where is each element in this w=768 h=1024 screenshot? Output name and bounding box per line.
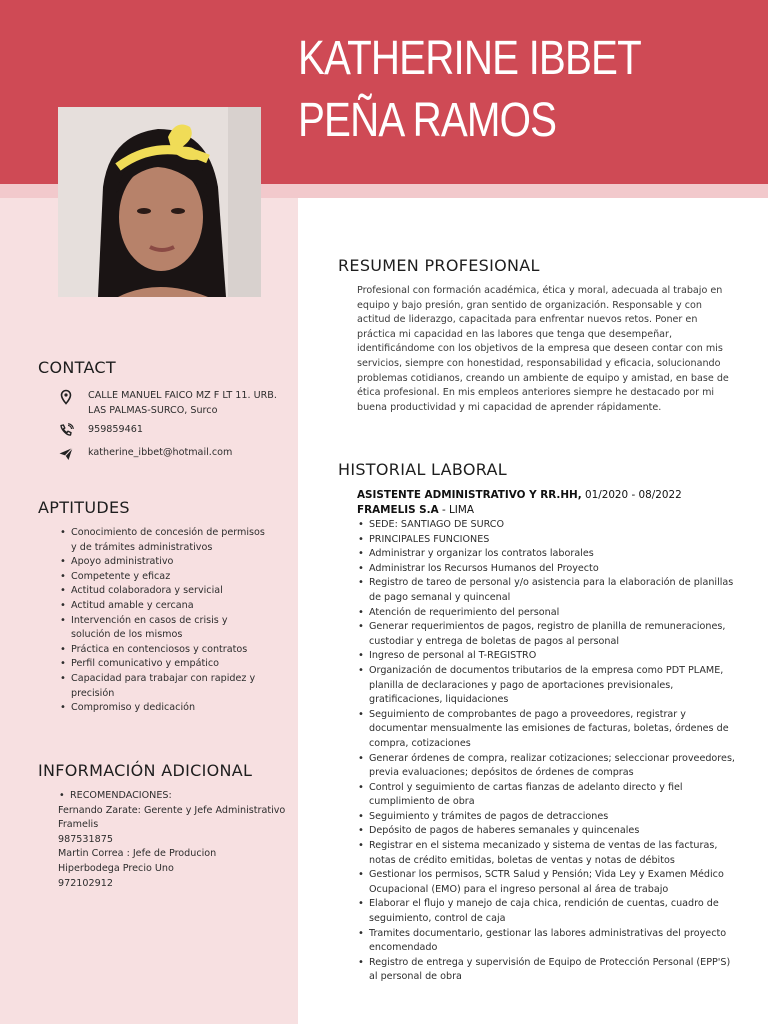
- send-icon: [58, 446, 74, 462]
- aptitudes-heading: APTITUDES: [38, 498, 130, 517]
- list-item: • Competente y eficaz: [59, 570, 269, 585]
- list-item: • Compromiso y dedicación: [59, 701, 269, 716]
- phone-icon: [58, 423, 74, 439]
- list-item: • Registro de entrega y supervisión de Equipo de Protección Personal (EPP'S) al personal de obra: [357, 956, 737, 985]
- info-line: 972102912: [58, 877, 113, 889]
- list-item: • Registrar en el sistema mecanizado y sistema de ventas de las facturas, notas de crédito emitidas, boletas de ventas y notas de débitos: [357, 839, 737, 868]
- list-item: • Generar órdenes de compra, realizar cotizaciones; seleccionar proveedores, previa evaluaciones; depósitos de órdenes de compras: [357, 752, 737, 781]
- list-item: • Administrar los Recursos Humanos del Proyecto: [357, 562, 737, 577]
- info-line: Framelis: [58, 819, 99, 831]
- contact-heading: CONTACT: [38, 358, 116, 377]
- job-entry: [357, 488, 742, 985]
- list-item: • Actitud colaboradora y servicial: [59, 584, 269, 599]
- list-item: • Gestionar los permisos, SCTR Salud y Pensión; Vida Ley y Examen Médico Ocupacional (EMO) para el ingreso personal al área de trabajo: [357, 868, 737, 897]
- info-block: [58, 789, 288, 891]
- list-item: • Organización de documentos tributarios de la empresa como PDT PLAME, planilla de declaraciones y pago de aportaciones previsionales, gratificaciones, liquidaciones: [357, 664, 737, 708]
- list-item: • Control y seguimiento de cartas fianzas de adelanto directo y fiel cumplimiento de obra: [357, 781, 737, 810]
- job-dates: 01/2020 - 08/2022: [581, 489, 682, 501]
- info-line: Martin Correa : Jefe de Producion: [58, 848, 217, 860]
- profile-photo: [58, 107, 261, 297]
- list-item: • Ingreso de personal al T-REGISTRO: [357, 649, 737, 664]
- list-item: • Conocimiento de concesión de permisos y de trámites administrativos: [59, 526, 269, 555]
- info-line: Fernando Zarate: Gerente y Jefe Administrativo: [58, 804, 286, 816]
- address-text: CALLE MANUEL FAICO MZ F LT 11. URB. LAS PALMAS-SURCO, Surco: [88, 390, 277, 416]
- list-item: • SEDE: SANTIAGO DE SURCO: [357, 518, 737, 533]
- info-line: Hiperbodega Precio Uno: [58, 862, 174, 874]
- job-position: ASISTENTE ADMINISTRATIVO Y RR.HH,: [357, 489, 582, 501]
- aptitudes-list: [59, 526, 269, 716]
- list-item: • Capacidad para trabajar con rapidez y precisión: [59, 672, 269, 701]
- job-location: - LIMA: [438, 504, 474, 516]
- candidate-name: KATHERINE IBBET PEÑA RAMOS: [298, 32, 641, 147]
- list-item: • Seguimiento de comprobantes de pago a proveedores, registrar y documentar mensualmente las emisiones de facturas, boletas, órdenes de compra, cotizaciones: [357, 708, 737, 752]
- recommendations-heading: • RECOMENDACIONES:: [58, 789, 288, 804]
- list-item: • Tramites documentario, gestionar las labores administrativas del proyecto encomendado: [357, 927, 737, 956]
- contact-address: [58, 389, 288, 419]
- info-line: 987531875: [58, 833, 113, 845]
- list-item: • Atención de requerimiento del personal: [357, 606, 737, 621]
- job-company-line: [357, 503, 742, 518]
- list-item: • Elaborar el flujo y manejo de caja chica, rendición de cuentas, cuadro de seguimiento, control de caja: [357, 897, 737, 926]
- summary-heading: RESUMEN PROFESIONAL: [338, 256, 540, 275]
- list-item: • Seguimiento y trámites de pagos de detracciones: [357, 810, 737, 825]
- list-item: • PRINCIPALES FUNCIONES: [357, 533, 737, 548]
- list-item: • Registro de tareo de personal y/o asistencia para la elaboración de planillas de pago semanal y quincenal: [357, 576, 737, 605]
- contact-email: [58, 446, 288, 462]
- job-company: FRAMELIS S.A: [357, 504, 439, 516]
- history-heading: HISTORIAL LABORAL: [338, 460, 507, 479]
- list-item: • Actitud amable y cercana: [59, 599, 269, 614]
- list-item: • Administrar y organizar los contratos laborales: [357, 547, 737, 562]
- list-item: • Apoyo administrativo: [59, 555, 269, 570]
- phone-text[interactable]: 959859461: [88, 424, 143, 435]
- summary-text: Profesional con formación académica, ética y moral, adecuada al trabajo en equipo y bajo presión, gran sentido de organización. Responsable y con actitud de liderazgo, capacitada para enfrentar nuevos retos. Poner en práctica mi capacidad en las labores que tenga que desempeñar, identificándome con los objetivos de la empresa que deseen contar con mis servicios, siempre con honestidad, responsabilidad y eficacia, solucionando problemas cotidianos, creando un ambiente de equipo y amistad, en base de ética profesional. En mis empleos anteriores siempre he destacado por mi buena productividad y mi capacidad de aprender rápidamente.: [357, 285, 729, 413]
- list-item: • Generar requerimientos de pagos, registro de planilla de remuneraciones, custodiar y entrega de boletas de pagos al personal: [357, 620, 737, 649]
- list-item: • Perfil comunicativo y empático: [59, 657, 269, 672]
- list-item: • Práctica en contenciosos y contratos: [59, 643, 269, 658]
- email-text[interactable]: katherine_ibbet@hotmail.com: [88, 447, 233, 458]
- list-item: • Depósito de pagos de haberes semanales y quincenales: [357, 824, 737, 839]
- info-heading: INFORMACIÓN ADICIONAL: [38, 761, 253, 780]
- list-item: • Intervención en casos de crisis y solución de los mismos: [59, 614, 269, 643]
- job-duties-list: [357, 518, 737, 985]
- location-pin-icon: [58, 389, 74, 405]
- job-title-line: [357, 488, 742, 503]
- contact-phone: [58, 423, 288, 439]
